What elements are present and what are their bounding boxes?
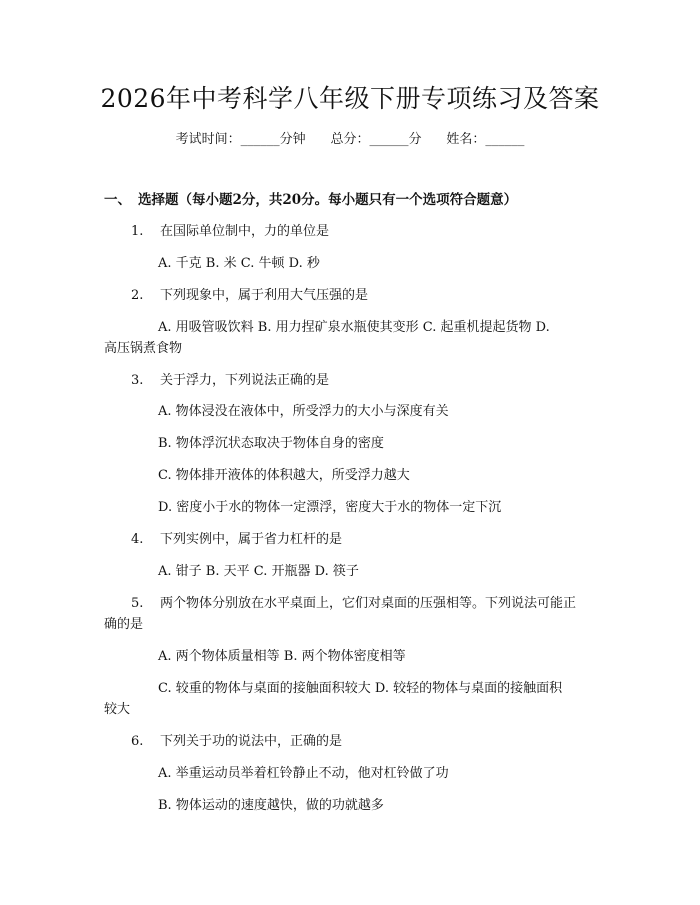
exam-time-unit: 分钟: [279, 132, 306, 147]
section-title: 选择题（每小题2分，共20分。每小题只有一个选项符合题意）: [138, 192, 518, 208]
question-5-options-continued: 较大: [104, 702, 131, 717]
question-2-options-continued: 高压锅煮食物: [104, 341, 183, 356]
question-2-options: A. 用吸管吸饮料 B. 用力捏矿泉水瓶使其变形 C. 起重机提起货物 D.: [158, 320, 550, 335]
question-5-options-cd: C. 较重的物体与桌面的接触面积较大 D. 较轻的物体与桌面的接触面积: [158, 681, 563, 696]
name-blank: ______: [485, 132, 525, 147]
section-heading: [104, 191, 517, 209]
question-text: 关于浮力，下列说法正确的是: [160, 373, 330, 388]
question-number: 1.: [131, 224, 144, 239]
question-3-option-b: B. 物体浮沉状态取决于物体自身的密度: [158, 436, 384, 451]
total-score-unit: 分: [408, 132, 422, 147]
exam-info-line: [0, 131, 700, 149]
question-text: 在国际单位制中，力的单位是: [160, 224, 330, 239]
question-number: 3.: [131, 373, 144, 388]
question-number: 5.: [131, 596, 144, 611]
question-5: [131, 595, 576, 613]
question-6-option-a: A. 举重运动员举着杠铃静止不动，他对杠铃做了功: [158, 766, 449, 781]
total-score-blank: ______: [369, 132, 409, 147]
question-5-text-continued: 确的是: [104, 617, 144, 632]
question-3-option-d: D. 密度小于水的物体一定漂浮，密度大于水的物体一定下沉: [158, 500, 502, 515]
question-4-options: A. 钳子 B. 天平 C. 开瓶器 D. 筷子: [158, 564, 359, 579]
question-5-options-ab: A. 两个物体质量相等 B. 两个物体密度相等: [158, 649, 406, 664]
name-label: 姓名：: [446, 132, 486, 147]
question-text: 下列现象中，属于利用大气压强的是: [160, 288, 369, 303]
section-number: 一、: [104, 192, 131, 208]
question-2: [131, 287, 368, 305]
question-number: 6.: [131, 734, 144, 749]
total-score-label: 总分：: [330, 132, 370, 147]
question-3: [131, 372, 329, 390]
exam-time-blank: ______: [240, 132, 280, 147]
question-text: 下列关于功的说法中，正确的是: [160, 734, 343, 749]
question-1-options: A. 千克 B. 米 C. 牛顿 D. 秒: [158, 256, 320, 271]
question-3-option-a: A. 物体浸没在液体中，所受浮力的大小与深度有关: [158, 404, 449, 419]
exam-time-label: 考试时间：: [175, 132, 241, 147]
question-4: [131, 531, 342, 549]
question-3-option-c: C. 物体排开液体的体积越大，所受浮力越大: [158, 468, 410, 483]
page-title: 2026年中考科学八年级下册专项练习及答案: [100, 84, 600, 113]
question-text: 下列实例中，属于省力杠杆的是: [160, 532, 343, 547]
question-text: 两个物体分别放在水平桌面上，它们对桌面的压强相等。下列说法可能正: [160, 596, 577, 611]
question-1: [131, 223, 329, 241]
question-number: 4.: [131, 532, 144, 547]
question-6-option-b: B. 物体运动的速度越快，做的功就越多: [158, 798, 384, 813]
question-number: 2.: [131, 288, 144, 303]
question-6: [131, 733, 342, 751]
